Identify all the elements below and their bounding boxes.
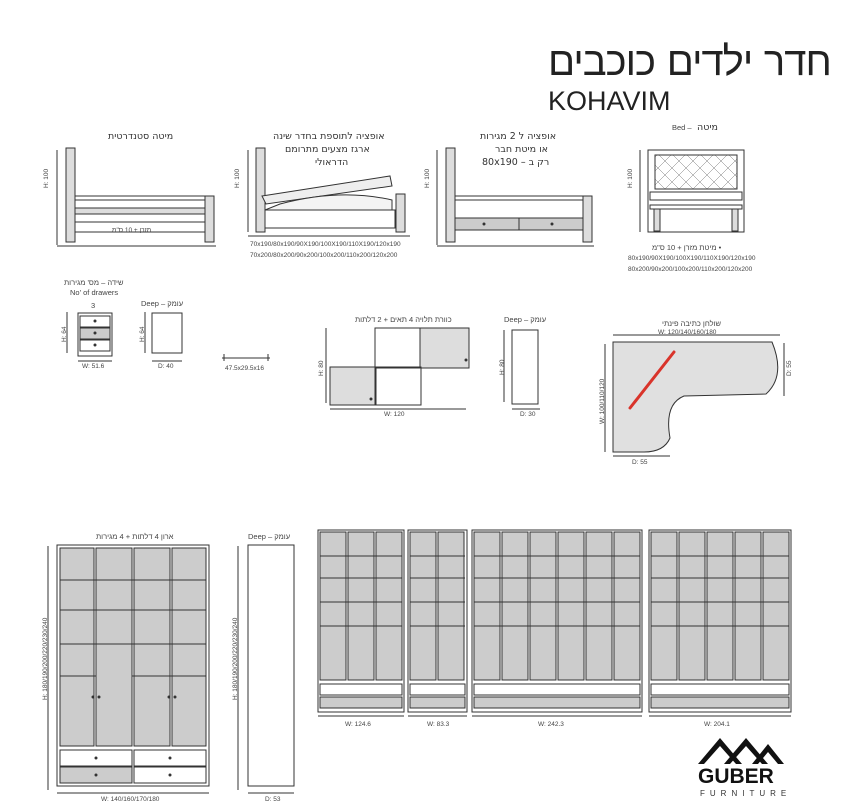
bed-padded-caption-en: Bed – (672, 123, 692, 132)
wall-unit-deep-label: Deep – עומק (504, 315, 547, 324)
nightstand-caption-en: No' of drawers (70, 288, 119, 297)
bed-trundle-caption-3: רק ב – 80x190 (482, 157, 550, 168)
wall-unit-caption: כוורת תלויה 4 תאים + 2 דלתות (355, 315, 452, 324)
bed-padded-height: H: 100 (627, 168, 634, 188)
desk-left-dim: W: 100/110/120 (599, 378, 606, 424)
wall-unit (326, 328, 540, 409)
nightstand-depth: D: 40 (158, 363, 174, 370)
wardrobe-height: H: 180/190/200/220/230/240 (42, 617, 49, 700)
wardrobe-width-1246: W: 124.6 (345, 721, 371, 728)
nightstand-deep-label: Deep – עומק (141, 299, 184, 308)
desk-bottom-dim: D: 55 (632, 459, 648, 466)
wardrobe-variant-833 (408, 530, 467, 716)
wardrobe-width-2423: W: 242.3 (538, 721, 564, 728)
small-shelf (222, 354, 270, 361)
wardrobe-variant-2041 (649, 530, 791, 716)
desk-widths: W: 120/140/160/180 (658, 329, 717, 336)
bed-storage-caption-3: הדראולי (315, 157, 349, 168)
wardrobe-width: W: 140/160/170/180 (101, 796, 160, 803)
bed-storage-sizes-2: 70x200/80x200/90x200/100x200/110x200/120x200 (250, 252, 398, 259)
wall-unit-depth: D: 30 (520, 411, 536, 418)
brand-name: GUBER (698, 765, 774, 788)
bed-padded-note: • מיטת מזרן + 10 ס"מ (652, 243, 722, 252)
shelf-size: 47.5x29.5x16 (225, 365, 265, 372)
bed-trundle-caption-2: או מיטת חבר (495, 144, 549, 155)
wardrobe-depth: D: 53 (265, 796, 281, 803)
bed-padded-caption: מיטה (697, 122, 718, 133)
wardrobe-deep-label: Deep – עומק (248, 532, 291, 541)
wardrobe-caption: ארון 4 דלתות + 4 מגירות (96, 532, 174, 541)
bed-standard-caption: מיטה סטנדרטית (108, 131, 174, 142)
wardrobe-width-833: W: 83.3 (427, 721, 450, 728)
nightstand-drawers: 3 (91, 301, 96, 310)
desk-right-dim: D: 55 (786, 360, 793, 376)
desk-caption: שולחן כתיבה פינתי (662, 319, 722, 328)
guber-logo (698, 738, 784, 764)
bed-storage-caption-1: אופציה לתוספת בחדר שינה (273, 131, 385, 142)
page-title-english: KOHAVIM (548, 86, 671, 116)
bed-storage-sizes-1: 70x190/80x190/90X190/100X190/110X190/120x190 (250, 241, 401, 248)
wardrobe-height-2: H: 180/190/200/220/230/240 (232, 617, 239, 700)
bed-trundle-height: H: 100 (424, 168, 431, 188)
wall-unit-height: H: 80 (318, 360, 325, 376)
bed-trundle-caption-1: אופציה ל 2 מגירות (480, 131, 557, 142)
bed-standard-mattress: מזרן + 10 ס"מ (112, 227, 152, 234)
nightstand-height: H: 64 (61, 326, 68, 342)
page-title-hebrew: חדר ילדים כוכבים (548, 39, 831, 85)
nightstand (67, 312, 182, 361)
nightstand-height-2: H: 64 (139, 326, 146, 342)
wall-unit-width: W: 120 (384, 411, 405, 418)
nightstand-caption-he: שידה – מס' מגירות (64, 278, 124, 287)
nightstand-width: W: 51.6 (82, 363, 105, 370)
bed-padded-headboard (640, 150, 744, 232)
wall-unit-height-2: H: 80 (499, 359, 506, 375)
wardrobe-variant-1246 (318, 530, 404, 716)
corner-desk (605, 335, 784, 456)
wardrobe-width-2041: W: 204.1 (704, 721, 730, 728)
bed-padded-sizes-1: 80x190/90X190/100X190/110X190/120x190 (628, 255, 756, 262)
wardrobe-variant-2423 (472, 530, 642, 716)
brand-subtitle: FURNITURE (700, 789, 792, 798)
bed-storage-height: H: 100 (234, 168, 241, 188)
bed-padded-sizes-2: 80x200/90x200/100x200/110x200/120x200 (628, 266, 753, 273)
wardrobe-4-door (48, 545, 294, 793)
bed-storage-caption-2: ארגז מצעים מתרומם (285, 144, 370, 155)
bed-standard-height: H: 100 (43, 168, 50, 188)
